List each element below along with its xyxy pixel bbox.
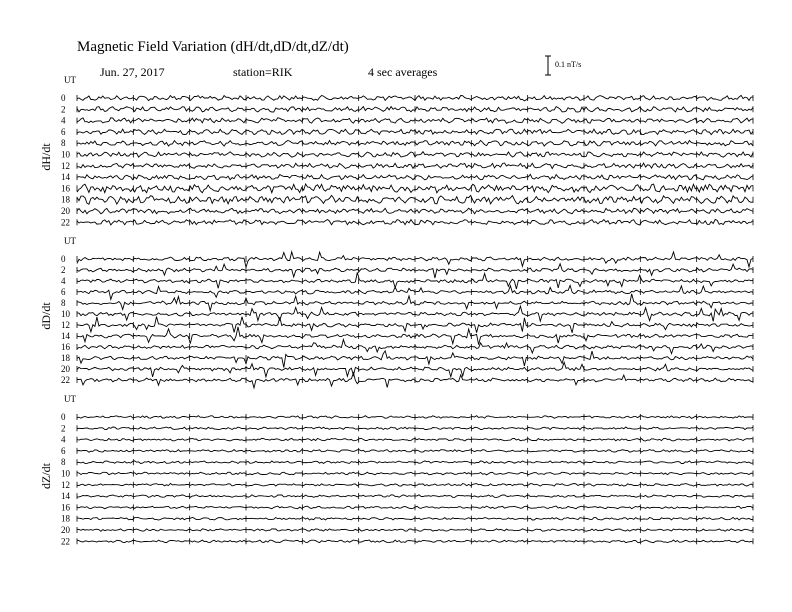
panel-ylabel: dZ/dt (39, 463, 53, 489)
chart-title: Magnetic Field Variation (dH/dt,dD/dt,dZ/dt) (77, 39, 349, 55)
row-hour-label: 20 (61, 206, 70, 216)
trace-dDdt-2 (77, 264, 753, 278)
row-hour-label: 22 (61, 536, 70, 547)
trace-dDdt-22 (77, 373, 753, 388)
row-hour-label: 2 (61, 423, 66, 434)
row-hour-label: 20 (61, 364, 70, 374)
row-hour-label: 16 (61, 183, 70, 194)
row-hour-label: 18 (61, 353, 70, 363)
row-hour-label: 16 (61, 342, 70, 352)
panel-dHdt (39, 75, 753, 227)
row-hour-label: 8 (61, 298, 66, 308)
row-hour-label: 6 (61, 445, 66, 456)
row-hour-label: 14 (61, 491, 70, 502)
panel-dDdt (39, 236, 753, 388)
date-label: Jun. 27, 2017 (100, 65, 165, 79)
row-hour-label: 22 (61, 375, 70, 385)
row-hour-label: 6 (61, 126, 66, 137)
row-hour-label: 8 (61, 138, 66, 149)
panel-ylabel: dD/dt (39, 302, 53, 330)
row-hour-label: 2 (61, 265, 66, 275)
ut-axis-label: UT (64, 236, 76, 246)
row-hour-label: 12 (61, 160, 70, 171)
row-hour-label: 0 (61, 93, 66, 103)
row-hour-label: 8 (61, 457, 66, 468)
row-hour-label: 6 (61, 287, 66, 297)
row-hour-label: 4 (61, 276, 66, 286)
row-hour-label: 16 (61, 502, 70, 513)
trace-dDdt-10 (77, 306, 753, 321)
row-hour-label: 0 (61, 412, 66, 422)
trace-dDdt-0 (77, 252, 753, 267)
panel-ylabel: dH/dt (39, 143, 53, 171)
scale-bar-label: 0.1 nT/s (555, 60, 582, 69)
row-hour-label: 18 (61, 194, 70, 205)
row-hour-label: 14 (61, 331, 70, 341)
row-hour-label: 4 (61, 115, 66, 126)
ut-axis-label: UT (64, 75, 76, 85)
row-hour-label: 18 (61, 513, 70, 524)
row-hour-label: 10 (61, 149, 70, 160)
row-hour-label: 22 (61, 217, 70, 228)
averaging-label: 4 sec averages (368, 65, 438, 79)
row-hour-label: 10 (61, 309, 70, 319)
row-hour-label: 4 (61, 434, 66, 445)
row-hour-label: 10 (61, 468, 70, 479)
row-hour-label: 20 (61, 525, 70, 535)
ut-axis-label: UT (64, 394, 76, 404)
row-hour-label: 12 (61, 320, 70, 330)
row-hour-label: 0 (61, 254, 66, 264)
station-label: station=RIK (233, 65, 293, 79)
panel-dZdt (39, 394, 753, 546)
row-hour-label: 12 (61, 479, 70, 490)
row-hour-label: 2 (61, 104, 66, 115)
row-hour-label: 14 (61, 172, 70, 183)
